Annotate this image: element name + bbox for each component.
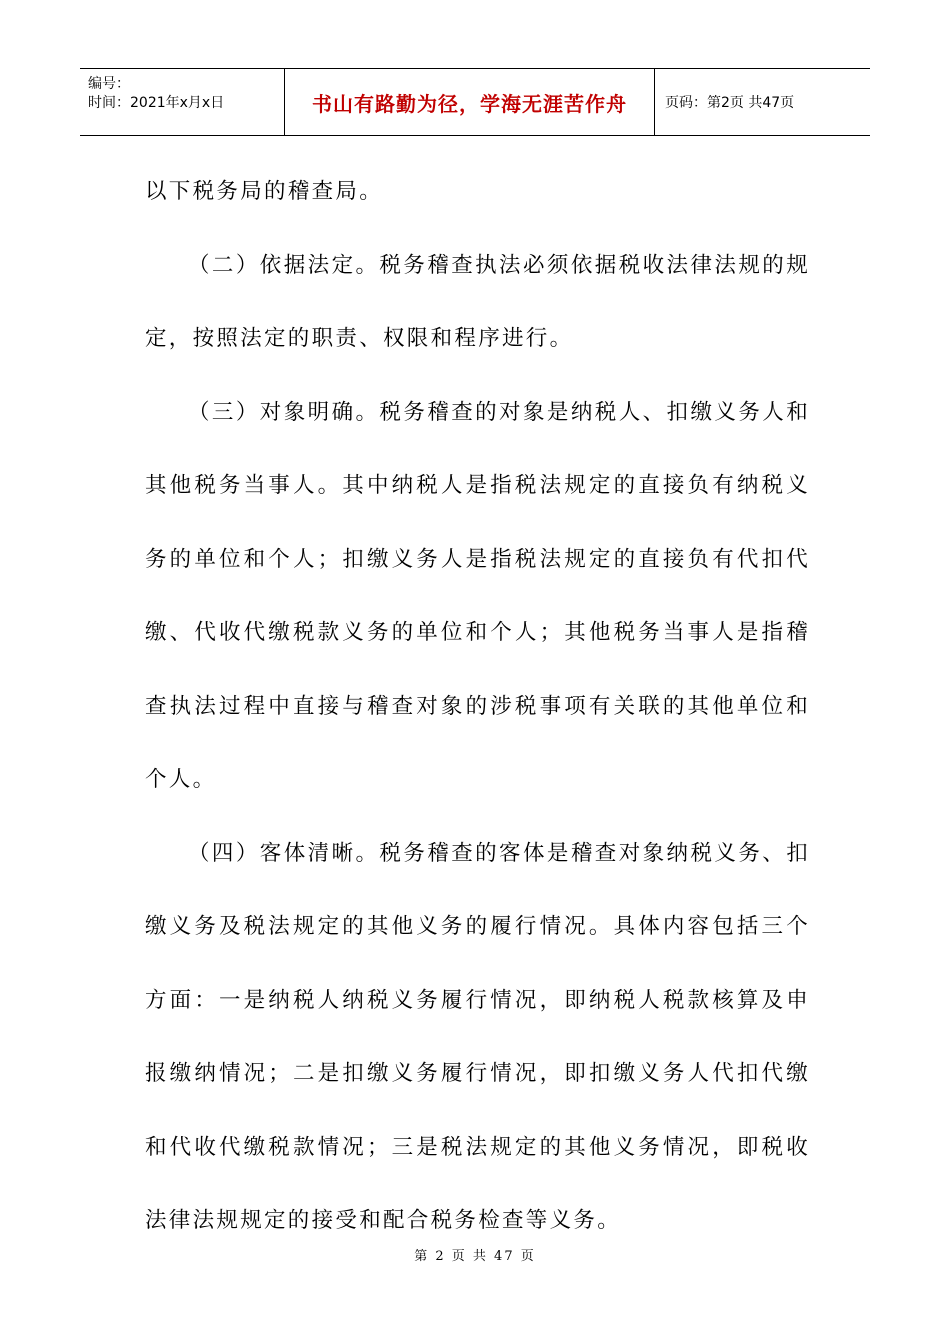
paragraph-4: （四）客体清晰。税务稽查的客体是稽查对象纳税义务、扣缴义务及税法规定的其他义务的履行情况。具体内容包括三个方面：一是纳税人纳税义务履行情况，即纳税人税款核算及申报缴纳情况；二是扣缴义务履行情况，即扣缴义务人代扣代缴和代收代缴税款情况；三是税法规定的其他义务情况，即税收法律法规规定的接受和配合税务检查等义务。	[145, 840, 810, 1233]
document-body	[145, 155, 810, 1258]
paragraph-1: 以下税务局的稽查局。	[145, 179, 384, 204]
header-page-info: 页码：第2页 共47页	[665, 95, 795, 111]
paragraph-2: （二）依据法定。税务稽查执法必须依据税收法律法规的规定，按照法定的职责、权限和程序进行。	[145, 252, 810, 351]
time-label: 时间：2021年x月x日	[88, 95, 225, 111]
page-footer: 第 2 页 共 47 页	[414, 1249, 536, 1264]
number-label: 编号：	[88, 76, 130, 92]
paragraph-3: （三）对象明确。税务稽查的对象是纳税人、扣缴义务人和其他税务当事人。其中纳税人是指税法规定的直接负有纳税义务的单位和个人；扣缴义务人是指税法规定的直接负有代扣代缴、代收代缴税款义务的单位和个人；其他税务当事人是指稽查执法过程中直接与稽查对象的涉税事项有关联的其他单位和个人。	[145, 399, 810, 792]
header-meta	[80, 69, 285, 135]
header-motto: 书山有路勤为径，学海无涯苦作舟	[285, 69, 655, 135]
page-header	[80, 68, 870, 136]
